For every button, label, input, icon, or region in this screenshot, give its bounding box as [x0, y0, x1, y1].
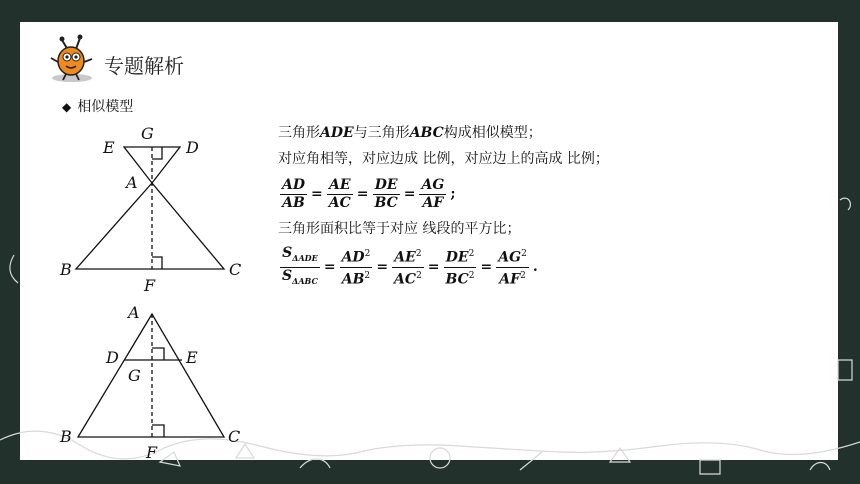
figure-hourglass: [56, 122, 256, 298]
denominator: [392, 268, 424, 289]
text-line-2: 对应角相等，对应边成 比例，对应边上的高成 比例；: [278, 151, 609, 167]
fraction: [280, 177, 307, 212]
text-line-1: [278, 120, 698, 146]
numerator: [392, 246, 423, 268]
label-b: B: [60, 260, 72, 279]
section-heading-text: 相似模型: [77, 99, 134, 115]
label-e: E: [186, 348, 198, 367]
denominator: AB: [282, 194, 305, 211]
figure-nested: [56, 300, 256, 464]
numerator: [496, 246, 529, 268]
text-span: 构成相似模型；: [443, 125, 542, 141]
term: BC: [445, 271, 469, 288]
denominator: [444, 268, 477, 289]
label-e: E: [103, 138, 115, 157]
numerator: AE: [328, 176, 351, 193]
equals-sign: =: [323, 259, 336, 275]
section-heading: [62, 96, 133, 116]
semicolon: ;: [450, 186, 456, 202]
area-ratio-equation: [278, 242, 698, 292]
label-g: G: [128, 366, 141, 385]
fraction: [419, 177, 446, 212]
fraction: [327, 177, 353, 212]
term: AC: [394, 271, 417, 288]
exponent: 2: [415, 248, 422, 259]
bullet-icon: ◆: [62, 100, 72, 114]
numerator: [444, 246, 477, 268]
label-f: F: [146, 443, 158, 462]
explanation-block: [278, 120, 698, 292]
label-d: D: [186, 138, 199, 157]
term: AB: [341, 271, 365, 288]
subscript: ΔADE: [292, 252, 318, 263]
numerator: [340, 246, 373, 268]
fraction: [496, 246, 529, 288]
term: AD: [341, 249, 365, 266]
label-d: D: [106, 348, 119, 367]
equals-sign: =: [403, 186, 416, 202]
text-span: 三角形: [278, 125, 320, 141]
exponent: 2: [521, 248, 527, 259]
label-c: C: [228, 427, 241, 446]
header-mascot-icon: [44, 34, 100, 84]
term: DE: [445, 249, 469, 266]
fraction: [392, 246, 424, 288]
equals-sign: =: [480, 259, 493, 275]
label-a: A: [128, 303, 140, 322]
label-f: F: [144, 276, 156, 295]
denominator: [340, 268, 372, 289]
fraction: [280, 245, 320, 290]
exponent: 2: [520, 270, 526, 281]
denominator: AC: [328, 194, 351, 211]
label-a: A: [126, 173, 138, 192]
label-c: C: [229, 260, 242, 279]
area-symbol: S: [282, 244, 293, 261]
fraction: [340, 246, 373, 288]
exponent: 2: [364, 270, 371, 281]
period: .: [532, 259, 538, 275]
numerator: [280, 245, 320, 268]
exponent: 2: [416, 270, 422, 281]
term: AE: [394, 249, 416, 266]
text-line-3: 三角形面积比等于对应 线段的平方比；: [278, 221, 521, 237]
denominator: [280, 268, 320, 290]
triangle-abc: ABC: [409, 125, 444, 141]
equals-sign: =: [311, 186, 323, 202]
numerator: DE: [374, 176, 398, 193]
label-g: G: [141, 124, 154, 143]
ratio-equation: [278, 172, 698, 216]
exponent: 2: [468, 248, 475, 259]
equals-sign: =: [376, 259, 389, 275]
area-symbol: S: [282, 267, 293, 284]
numerator: AD: [282, 176, 306, 193]
term: AG: [498, 249, 522, 266]
header-title: 专题解析: [104, 54, 184, 78]
denominator: [497, 268, 528, 289]
subscript: ΔABC: [292, 275, 318, 286]
fraction: [373, 177, 400, 212]
label-b: B: [60, 427, 72, 446]
denominator: BC: [374, 194, 398, 211]
denominator: AF: [422, 194, 444, 211]
fraction: [444, 246, 477, 288]
numerator: AG: [421, 176, 445, 193]
exponent: 2: [364, 248, 371, 259]
term: AF: [499, 271, 521, 288]
exponent: 2: [468, 270, 475, 281]
text-span: 与三角形: [353, 125, 410, 141]
equals-sign: =: [427, 259, 440, 275]
equals-sign: =: [356, 186, 369, 202]
triangle-ade: ADE: [320, 125, 354, 141]
